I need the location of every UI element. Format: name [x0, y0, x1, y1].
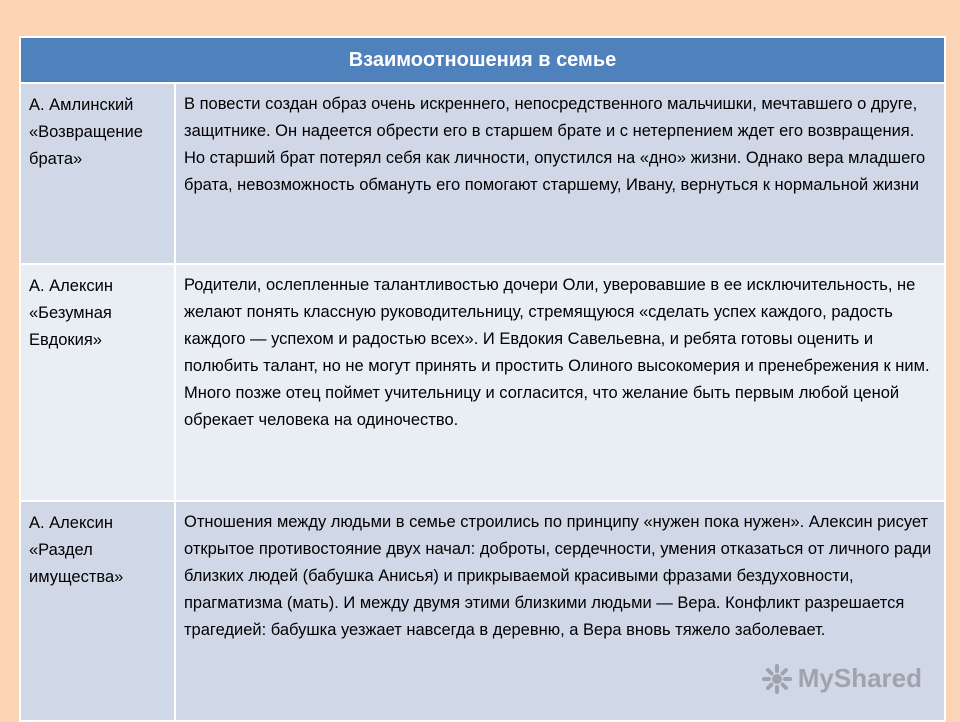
family-relations-table	[19, 36, 946, 722]
table-header-row	[20, 37, 945, 83]
work-title-cell: А. Алексин «Безумная Евдокия»	[20, 264, 175, 501]
table-title: Взаимоотношения в семье	[20, 37, 945, 83]
table-row	[20, 264, 945, 501]
work-description-cell: В повести создан образ очень искреннего, непосредственного мальчишки, мечтавшего о друге, защитнике. Он надеется обрести его в старшем брате и с нетерпением ждет его возвращения. Но старший брат потерял себя как личности, опустился на «дно» жизни. Однако вера младшего брата, невозможность обмануть его помогают старшему, Ивану, вернуться к нормальной жизни	[175, 83, 945, 264]
table-row	[20, 501, 945, 721]
work-description-cell: Отношения между людьми в семье строились по принципу «нужен пока нужен». Алексин рисует открытое противостояние двух начал: доброты, сердечности, умения отказаться от личного ради близких людей (бабушка Анисья) и прикрываемой красивыми фразами бездуховности, прагматизма (мать). И между двумя этими близкими людьми — Вера. Конфликт разрешается трагедией: бабушка уезжает навсегда в деревню, а Вера вновь тяжело заболевает.	[175, 501, 945, 721]
work-title-cell: А. Амлинский «Возвращение брата»	[20, 83, 175, 264]
work-description-cell: Родители, ослепленные талантливостью дочери Оли, уверовавшие в ее исключительность, не желают понять классную руководительницу, стремящуюся «сделать успех каждого, радость каждого — успехом и радостью всех». И Евдокия Савельевна, и ребята готовы оценить и полюбить талант, но не могут принять и простить Олиного высокомерия и пренебрежения к ним. Много позже отец поймет учительницу и согласится, что желание быть первым любой ценой обрекает человека на одиночество.	[175, 264, 945, 501]
watermark-text: MyShared	[797, 663, 922, 693]
table-row	[20, 83, 945, 264]
work-title-cell: А. Алексин «Раздел имущества»	[20, 501, 175, 721]
